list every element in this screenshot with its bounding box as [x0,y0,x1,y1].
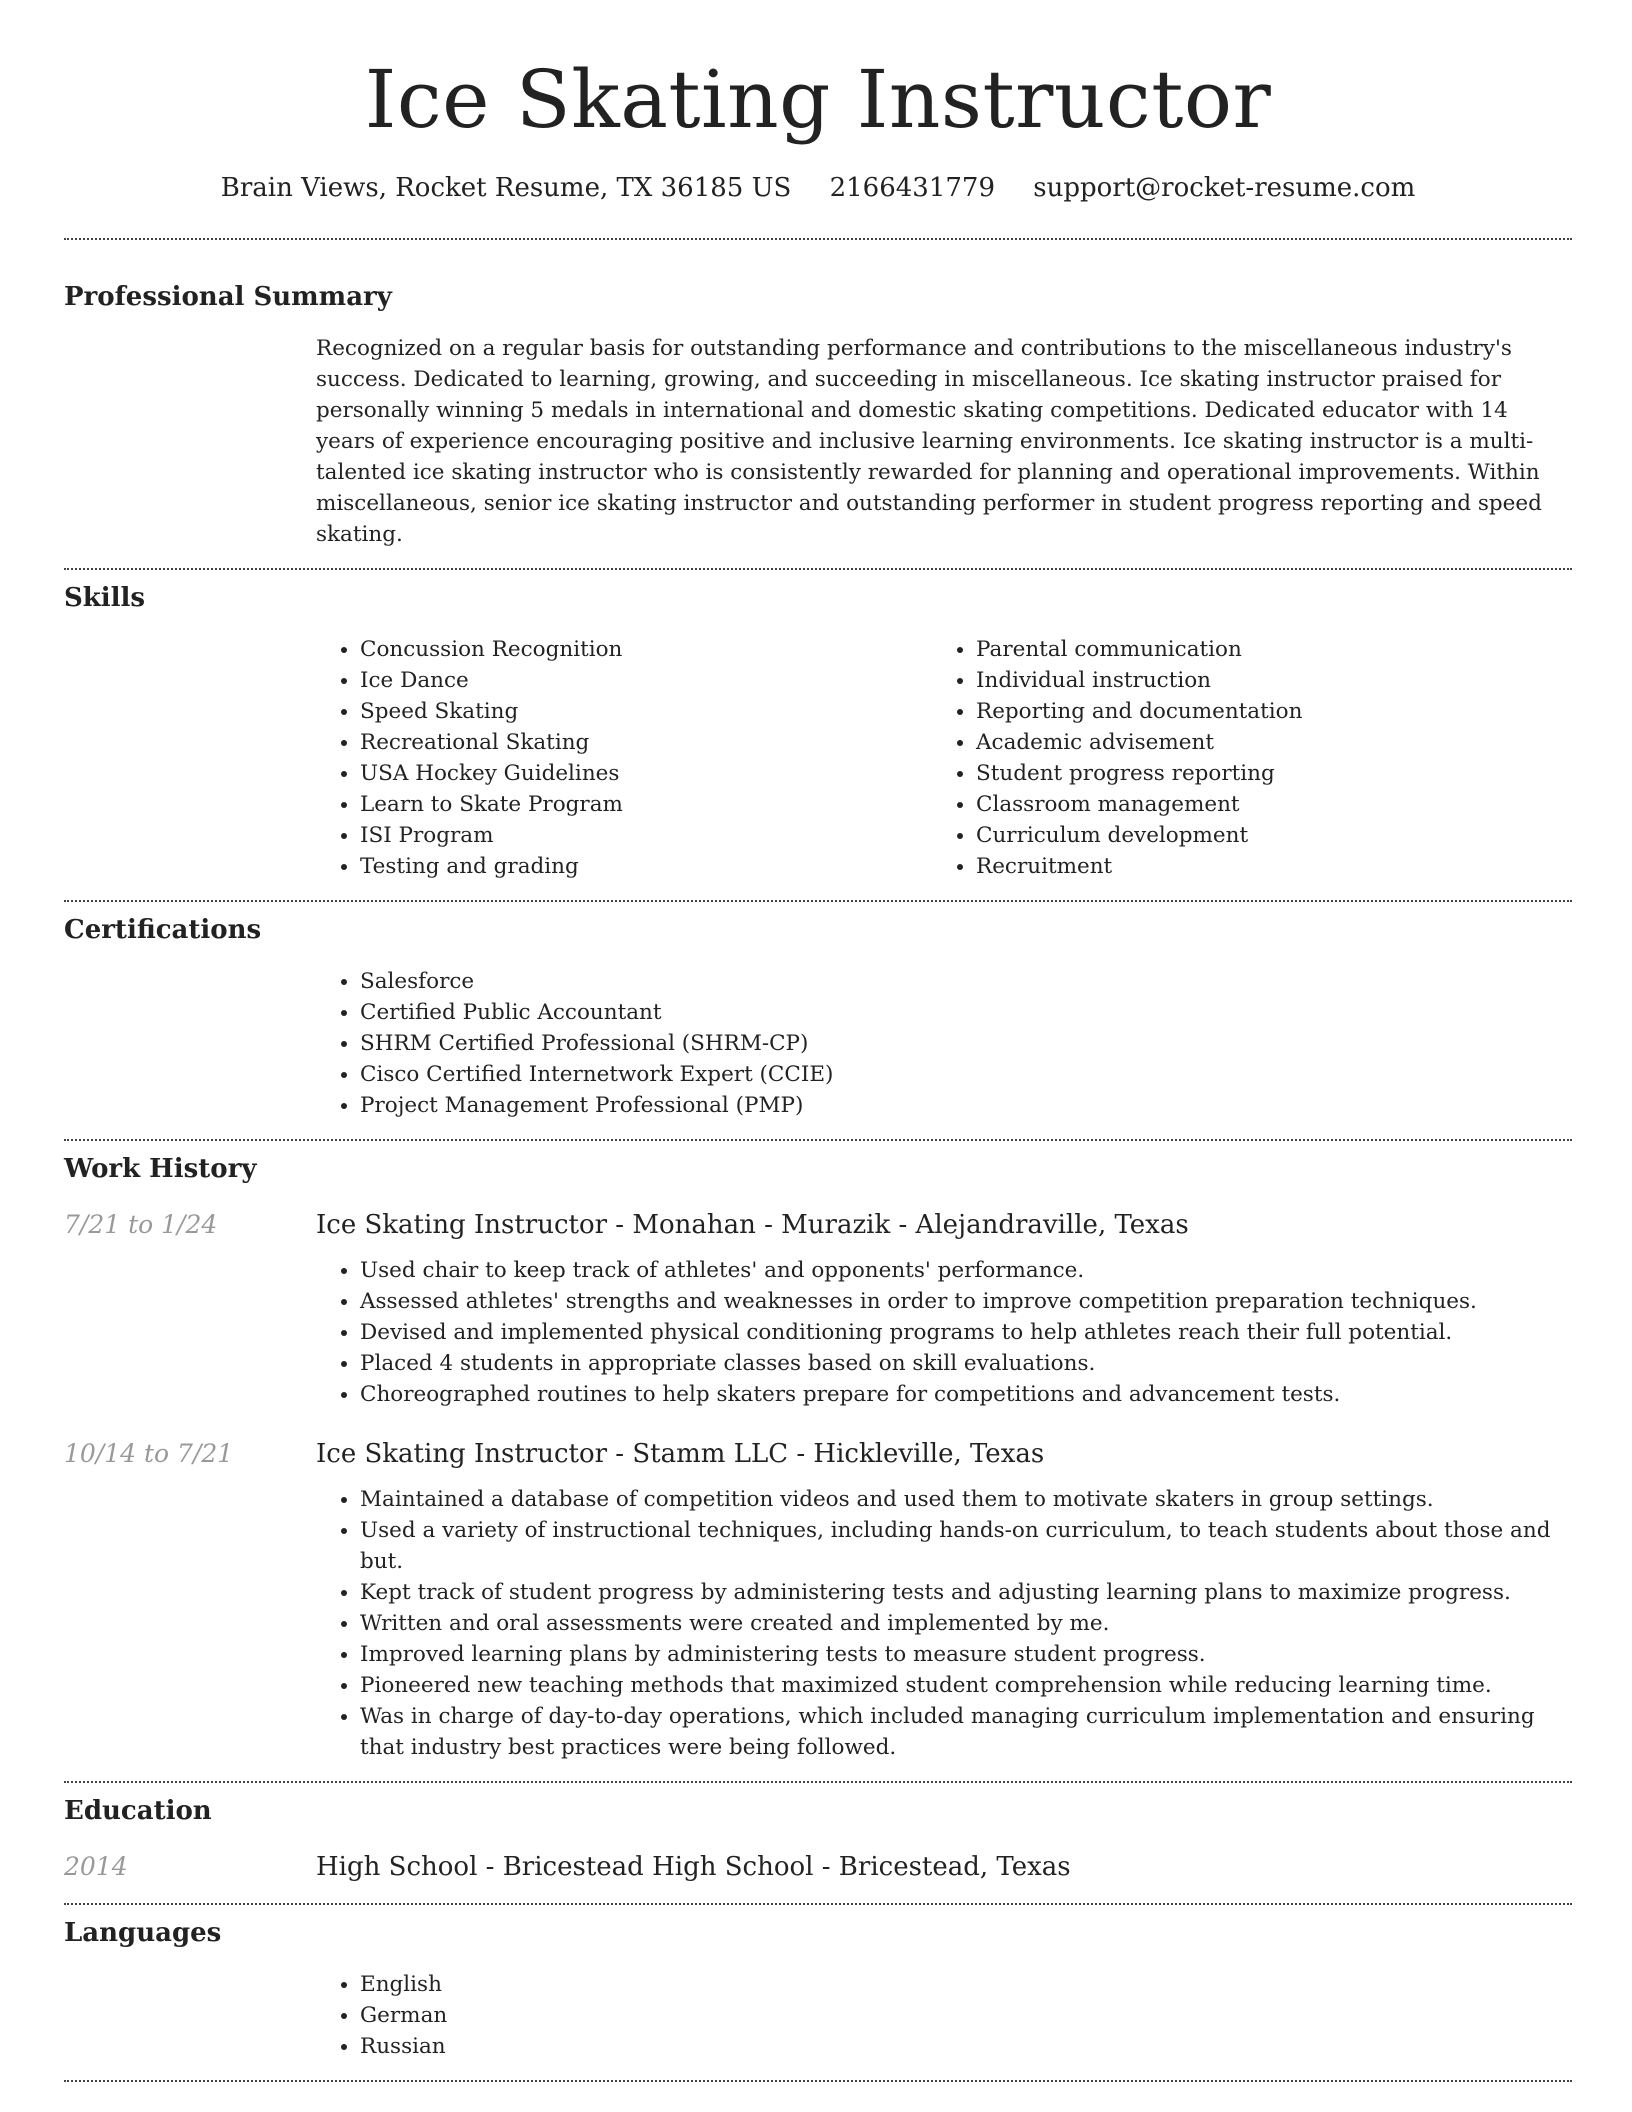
language-item: • Russian [360,2031,1572,2062]
summary-text: Recognized on a regular basis for outstanding performance and contributions to the miscellaneous industry's success. Dedicated to learning, growing, and succeeding in miscellaneous. Ice skating instructor praised for personally winning 5 medals in international and domestic skating competitions. Dedicated educator with 14 years of experience encouraging positive and inclusive learning environments. Ice skating instructor is a multi-talented ice skating instructor who is consistently rewarded for planning and operational improvements. Within miscellaneous, senior ice skating instructor and outstanding performer in student progress reporting and speed skating. [316,336,1542,547]
certification-item: • Salesforce [360,966,1572,997]
work-heading: Work History [64,1154,257,1184]
divider [64,1903,1572,1905]
job-bullet: • Written and oral assessments were created and implemented by me. [360,1608,1572,1639]
contact-email: support@rocket-resume.com [1033,173,1416,203]
job-date: 7/21 to 1/24 [64,1210,218,1239]
contact-address: Brain Views, Rocket Resume, TX 36185 US [220,173,792,203]
skill-item: • Learn to Skate Program [360,789,932,820]
job-bullet: • Was in charge of day-to-day operations, which included managing curriculum implementation and ensuring that industry best practices were being followed. [360,1701,1572,1763]
divider [64,238,1572,240]
divider [64,900,1572,902]
job-bullet: • Used chair to keep track of athletes' and opponents' performance. [360,1255,1572,1286]
job-entry [64,1436,1572,1763]
education-title: High School - Bricestead High School - Bricestead, Texas [316,1852,1071,1882]
job-bullet: • Assessed athletes' strengths and weaknesses in order to improve competition preparation techniques. [360,1286,1572,1317]
divider [64,568,1572,570]
certification-item: • Project Management Professional (PMP) [360,1090,1572,1121]
job-title: Ice Skating Instructor - Stamm LLC - Hickleville, Texas [316,1439,1045,1469]
job-date: 10/14 to 7/21 [64,1439,234,1468]
certification-item: • SHRM Certified Professional (SHRM-CP) [360,1028,1572,1059]
job-entry [64,1207,1572,1410]
skills-list-right [932,634,1548,882]
languages-heading: Languages [64,1918,222,1948]
skill-item: • Parental communication [976,634,1548,665]
job-bullet: • Pioneered new teaching methods that maximized student comprehension while reducing learning time. [360,1670,1572,1701]
job-bullet: • Improved learning plans by administering tests to measure student progress. [360,1639,1572,1670]
job-header [64,1207,1572,1243]
skill-item: • Student progress reporting [976,758,1548,789]
skill-item: • Academic advisement [976,727,1548,758]
skills-columns [316,634,1572,882]
job-bullet: • Kept track of student progress by administering tests and adjusting learning plans to maximize progress. [360,1577,1572,1608]
education-section [64,1793,1572,1885]
skill-item: • Testing and grading [360,851,932,882]
skill-item: • ISI Program [360,820,932,851]
job-bullet: • Devised and implemented physical conditioning programs to help athletes reach their full potential. [360,1317,1572,1348]
certifications-list [316,966,1572,1121]
certifications-section [64,912,1572,1121]
skill-item: • Ice Dance [360,665,932,696]
certification-item: • Cisco Certified Internetwork Expert (CCIE) [360,1059,1572,1090]
work-section [64,1151,1572,1763]
resume-page [64,0,1572,2082]
education-heading: Education [64,1796,212,1826]
languages-list [316,1969,1572,2062]
certifications-heading: Certifications [64,915,262,945]
skill-item: • Classroom management [976,789,1548,820]
job-title: Ice Skating Instructor - Monahan - Murazik - Alejandraville, Texas [316,1210,1189,1240]
contact-line [64,170,1572,206]
skill-item: • Speed Skating [360,696,932,727]
job-details [316,1484,1572,1763]
summary-heading: Professional Summary [64,282,392,312]
languages-section [64,1915,1572,2062]
divider [64,2080,1572,2082]
skill-item: • Reporting and documentation [976,696,1548,727]
contact-phone: 2166431779 [829,173,995,203]
skill-item: • USA Hockey Guidelines [360,758,932,789]
skill-item: • Curriculum development [976,820,1548,851]
skills-heading: Skills [64,583,146,613]
languages-content [316,1969,1572,2062]
skills-list-left [316,634,932,882]
skill-item: • Recruitment [976,851,1548,882]
job-bullet: • Placed 4 students in appropriate classes based on skill evaluations. [360,1348,1572,1379]
divider [64,1781,1572,1783]
language-item: • German [360,2000,1572,2031]
certification-item: • Certified Public Accountant [360,997,1572,1028]
job-bullet: • Used a variety of instructional techniques, including hands-on curriculum, to teach students about those and but. [360,1515,1572,1577]
skill-item: • Individual instruction [976,665,1548,696]
job-bullet: • Choreographed routines to help skaters prepare for competitions and advancement tests. [360,1379,1572,1410]
skill-item: • Concussion Recognition [360,634,932,665]
job-details [316,1255,1572,1410]
job-header [64,1436,1572,1472]
education-entry [64,1849,1572,1885]
language-item: • English [360,1969,1572,2000]
summary-section [64,279,1572,550]
skill-item: • Recreational Skating [360,727,932,758]
certifications-content [316,966,1572,1121]
resume-title: Ice Skating Instructor [364,53,1272,146]
education-date: 2014 [64,1852,128,1881]
divider [64,1139,1572,1141]
job-bullets [316,1255,1572,1410]
job-bullets [316,1484,1572,1763]
job-bullet: • Maintained a database of competition videos and used them to motivate skaters in group settings. [360,1484,1572,1515]
skills-section [64,580,1572,882]
